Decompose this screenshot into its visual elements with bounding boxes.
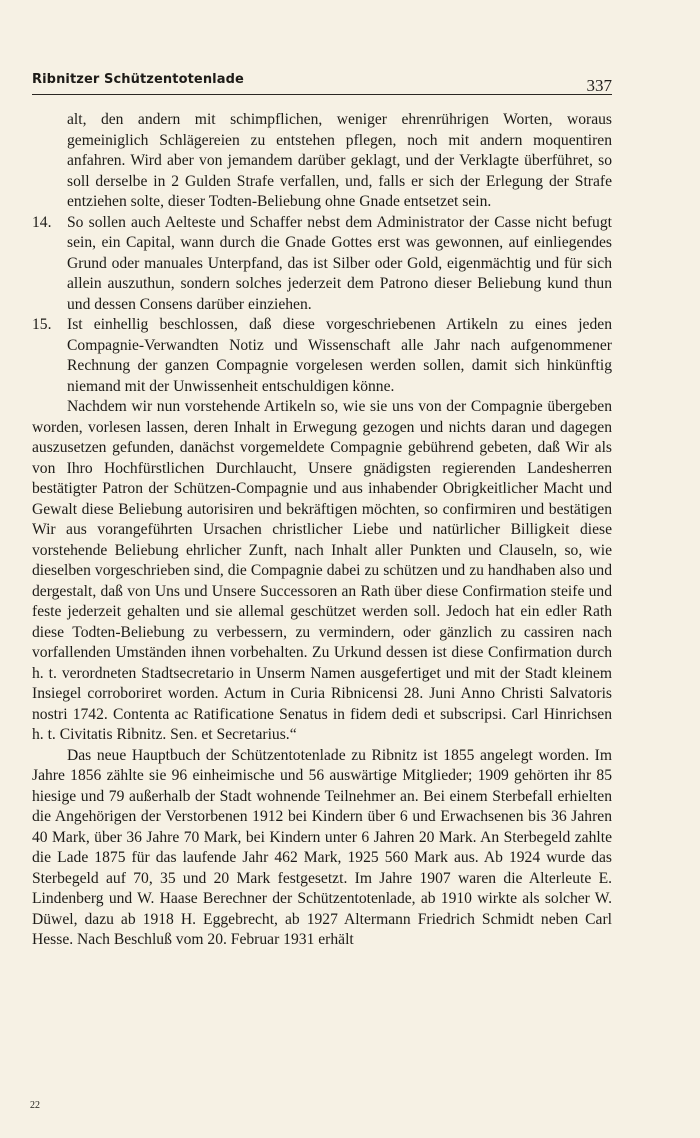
article-14: [32, 213, 612, 316]
continued-article-text: alt, den andern mit schimpflichen, weniger ehrenrührigen Worten, woraus gemeiniglich Schlägereien zu entstehen pflegen, noch mit andern moquentiren anfahren. Wird aber von jemandem darüber geklagt, und der Verklagte überführet, so soll derselbe in 2 Gulden Strafe verfallen, und, falls er sich der Erlegung der Strafe entziehen solte, dieser Todten-Beliebung ohne Gnade entsetzet sein.: [67, 111, 612, 210]
article-15: [32, 315, 612, 397]
page-number: 337: [586, 76, 612, 95]
confirmation-paragraph: Nachdem wir nun vorstehende Artikeln so, wie sie uns von der Compagnie übergeben worden, vorlesen lassen, deren Inhalt in Erwegung gezogen und nichts daran und dagegen auszusetzen gefunden, danächst vorgemeldete Compagnie gebührend gebeten, daß Wir als von Ihro Hochfürstlichen Durchlaucht, Unsere gnädigsten regierenden Landesherren bestätigter Patron der Schützen-Compagnie und aus inhabender Obrigkeitlicher Macht und Gewalt diese Beliebung autorisiren und bekräftigen möchten, so confirmiren und bestätigen Wir aus vorangeführten Ursachen christlicher Liebe und natürlicher Billigkeit diese vorstehende Beliebung ehrlicher Zunft, nach Inhalt aller Punkten und Clauseln, so, wie dieselben vorgeschrieben sind, die Compagnie dabei zu schützen und zu handhaben also und dergestalt, daß von Uns und Unsere Successoren an Rath über diese Confirmation steife und feste jederzeit gehalten und sie allemal geschützet werden soll. Jedoch hat ein edler Rath diese Todten-Beliebung zu verbessern, zu vermindern, oder gänzlich zu cassiren nach vorfallenden Umständen ihnen vorbehalten. Zu Urkund dessen ist diese Confirmation durch h. t. verordneten Stadtsecretario in Unserm Namen ausgefertiget und mit der Stadt kleinem Insiegel corroboriret worden. Actum in Curia Ribnicensi 28. Juni Anno Christi Salvatoris nostri 1742. Contenta ac Ratificatione Senatus in fidem dedi et subscripsi. Carl Hinrichsen h. t. Civitatis Ribnitz. Sen. et Secretarius.“: [32, 398, 612, 743]
article-number: 14.: [32, 213, 52, 231]
history-paragraph: Das neue Hauptbuch der Schützentotenlade zu Ribnitz ist 1855 angelegt worden. Im Jahre 1856 zählte sie 96 einheimische und 56 auswärtige Mitglieder; 1909 gehörten ihr 85 hiesige und 79 außerhalb der Stadt wohnende Teilnehmer an. Bei einem Sterbefall erhielten die Angehörigen der Verstorbenen 1912 bei Kindern über 6 und Erwachsenen bis 36 Jahren 40 Mark, über 36 Jahre 70 Mark, bei Kindern unter 6 Jahren 20 Mark. An Sterbegeld zahlte die Lade 1875 für das laufende Jahr 462 Mark, 1925 560 Mark aus. Ab 1924 wurde das Sterbegeld auf 70, 35 und 20 Mark festgesetzt. Im Jahre 1907 waren die Alterleute E. Lindenberg und W. Haase Berechner der Schützentotenlade, ab 1910 wirkte als solcher W. Düwel, dazu ab 1918 H. Eggebrecht, ab 1927 Altermann Friedrich Schmidt neben Carl Hesse. Nach Beschluß vom 20. Februar 1931 erhält: [32, 746, 612, 948]
running-head: [32, 72, 612, 95]
article-text: So sollen auch Aelteste und Schaffer nebst dem Administrator der Casse nicht befugt sein, ein Capital, wann durch die Gnade Gottes erst was gewonnen, auf einliegendes Grund oder manuales Unterpfand, das ist Silber oder Gold, eigenmächtig und für sich allein auszuthun, sondern solches jederzeit dem Patrono dieser Beliebung kund thun und dessen Consens darüber einziehen.: [67, 213, 612, 313]
article-text: Ist einhellig beschlossen, daß diese vorgeschriebenen Artikeln zu eines jeden Compagnie-Verwandten Notiz und Wissenschaft alle Jahr nach aufgenommener Rechnung der ganzen Compagnie vorgelesen werden sollen, damit sich hinkünftig niemand mit der Unwissenheit entschuldigen könne.: [67, 316, 612, 395]
article-number: 15.: [32, 316, 52, 333]
running-title: Ribnitzer Schützentotenlade: [32, 72, 244, 87]
signature-mark: 22: [30, 1100, 40, 1111]
body-text: [32, 110, 612, 951]
